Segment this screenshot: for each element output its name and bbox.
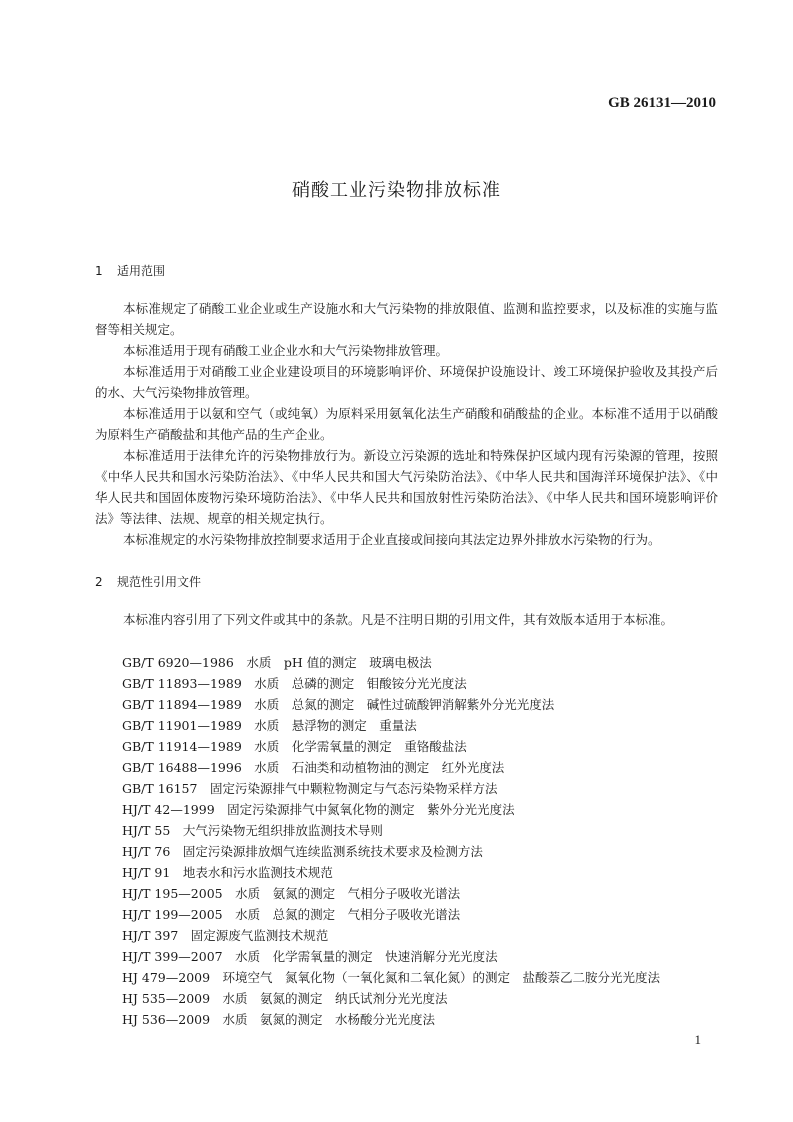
- paragraph: 本标准适用于对硝酸工业企业建设项目的环境影响评价、环境保护设施设计、竣工环境保护验收及其投产后的水、大气污染物排放管理。: [95, 364, 718, 400]
- section-title: 规范性引用文件: [117, 575, 202, 589]
- reference-item: HJ/T 397 固定源废气监测技术规范: [122, 928, 329, 943]
- paragraph: 本标准适用于以氨和空气（或纯氧）为原料采用氨氧化法生产硝酸和硝酸盐的企业。本标准不适用于以硝酸为原料生产硝酸盐和其他产品的生产企业。: [95, 406, 718, 442]
- paragraph: 本标准规定了硝酸工业企业或生产设施水和大气污染物的排放限值、监测和监控要求，以及标准的实施与监督等相关规定。: [95, 301, 718, 337]
- reference-item: HJ/T 399—2007 水质 化学需氧量的测定 快速消解分光光度法: [122, 949, 498, 964]
- reference-item: HJ/T 55 大气污染物无组织排放监测技术导则: [122, 823, 383, 838]
- section-title: 适用范围: [117, 264, 166, 278]
- reference-item: GB/T 11893—1989 水质 总磷的测定 钼酸铵分光光度法: [122, 676, 467, 691]
- reference-item: HJ/T 76 固定污染源排放烟气连续监测系统技术要求及检测方法: [122, 844, 483, 859]
- reference-item: HJ 535—2009 水质 氨氮的测定 纳氏试剂分光光度法: [122, 991, 448, 1006]
- reference-item: GB/T 11914—1989 水质 化学需氧量的测定 重铬酸盐法: [122, 739, 467, 754]
- reference-item: HJ 479—2009 环境空气 氮氧化物（一氧化氮和二氧化氮）的测定 盐酸萘乙二胺分光光度法: [122, 970, 661, 985]
- reference-item: HJ/T 195—2005 水质 氨氮的测定 气相分子吸收光谱法: [122, 886, 461, 901]
- reference-item: GB/T 6920—1986 水质 pH 值的测定 玻璃电极法: [122, 655, 432, 670]
- section-heading-2: [95, 573, 201, 590]
- reference-item: HJ 536—2009 水质 氨氮的测定 水杨酸分光光度法: [122, 1012, 436, 1027]
- section-heading-1: [95, 262, 165, 279]
- section-number: 1: [95, 264, 103, 278]
- section-number: 2: [95, 575, 103, 589]
- paragraph: 本标准适用于现有硝酸工业企业水和大气污染物排放管理。: [123, 343, 449, 358]
- reference-item: HJ/T 91 地表水和污水监测技术规范: [122, 865, 333, 880]
- document-title: 硝酸工业污染物排放标准: [292, 180, 501, 201]
- standard-code: GB 26131—2010: [608, 95, 716, 111]
- reference-item: HJ/T 42—1999 固定污染源排气中氮氧化物的测定 紫外分光光度法: [122, 802, 515, 817]
- reference-item: GB/T 16488—1996 水质 石油类和动植物油的测定 红外光度法: [122, 760, 505, 775]
- reference-item: GB/T 16157 固定污染源排气中颗粒物测定与气态污染物采样方法: [122, 781, 498, 796]
- reference-item: HJ/T 199—2005 水质 总氮的测定 气相分子吸收光谱法: [122, 907, 461, 922]
- reference-item: GB/T 11894—1989 水质 总氮的测定 碱性过硫酸钾消解紫外分光光度法: [122, 697, 555, 712]
- paragraph: 本标准内容引用了下列文件或其中的条款。凡是不注明日期的引用文件，其有效版本适用于本标准。: [123, 612, 674, 627]
- page-number: 1: [694, 1032, 701, 1047]
- reference-item: GB/T 11901—1989 水质 悬浮物的测定 重量法: [122, 718, 417, 733]
- paragraph: 本标准规定的水污染物排放控制要求适用于企业直接或间接向其法定边界外排放水污染物的行为。: [123, 532, 661, 547]
- paragraph: 本标准适用于法律允许的污染物排放行为。新设立污染源的选址和特殊保护区域内现有污染源的管理，按照《中华人民共和国水污染防治法》、《中华人民共和国大气污染防治法》、《中华人民共和国海洋环境保护法》、《中华人民共和国固体废物污染环境防治法》、《中华人民共和国放射性污染防治法》、《中华人民共和国环境影响评价法》等法律、法规、规章的相关规定执行。: [95, 448, 718, 526]
